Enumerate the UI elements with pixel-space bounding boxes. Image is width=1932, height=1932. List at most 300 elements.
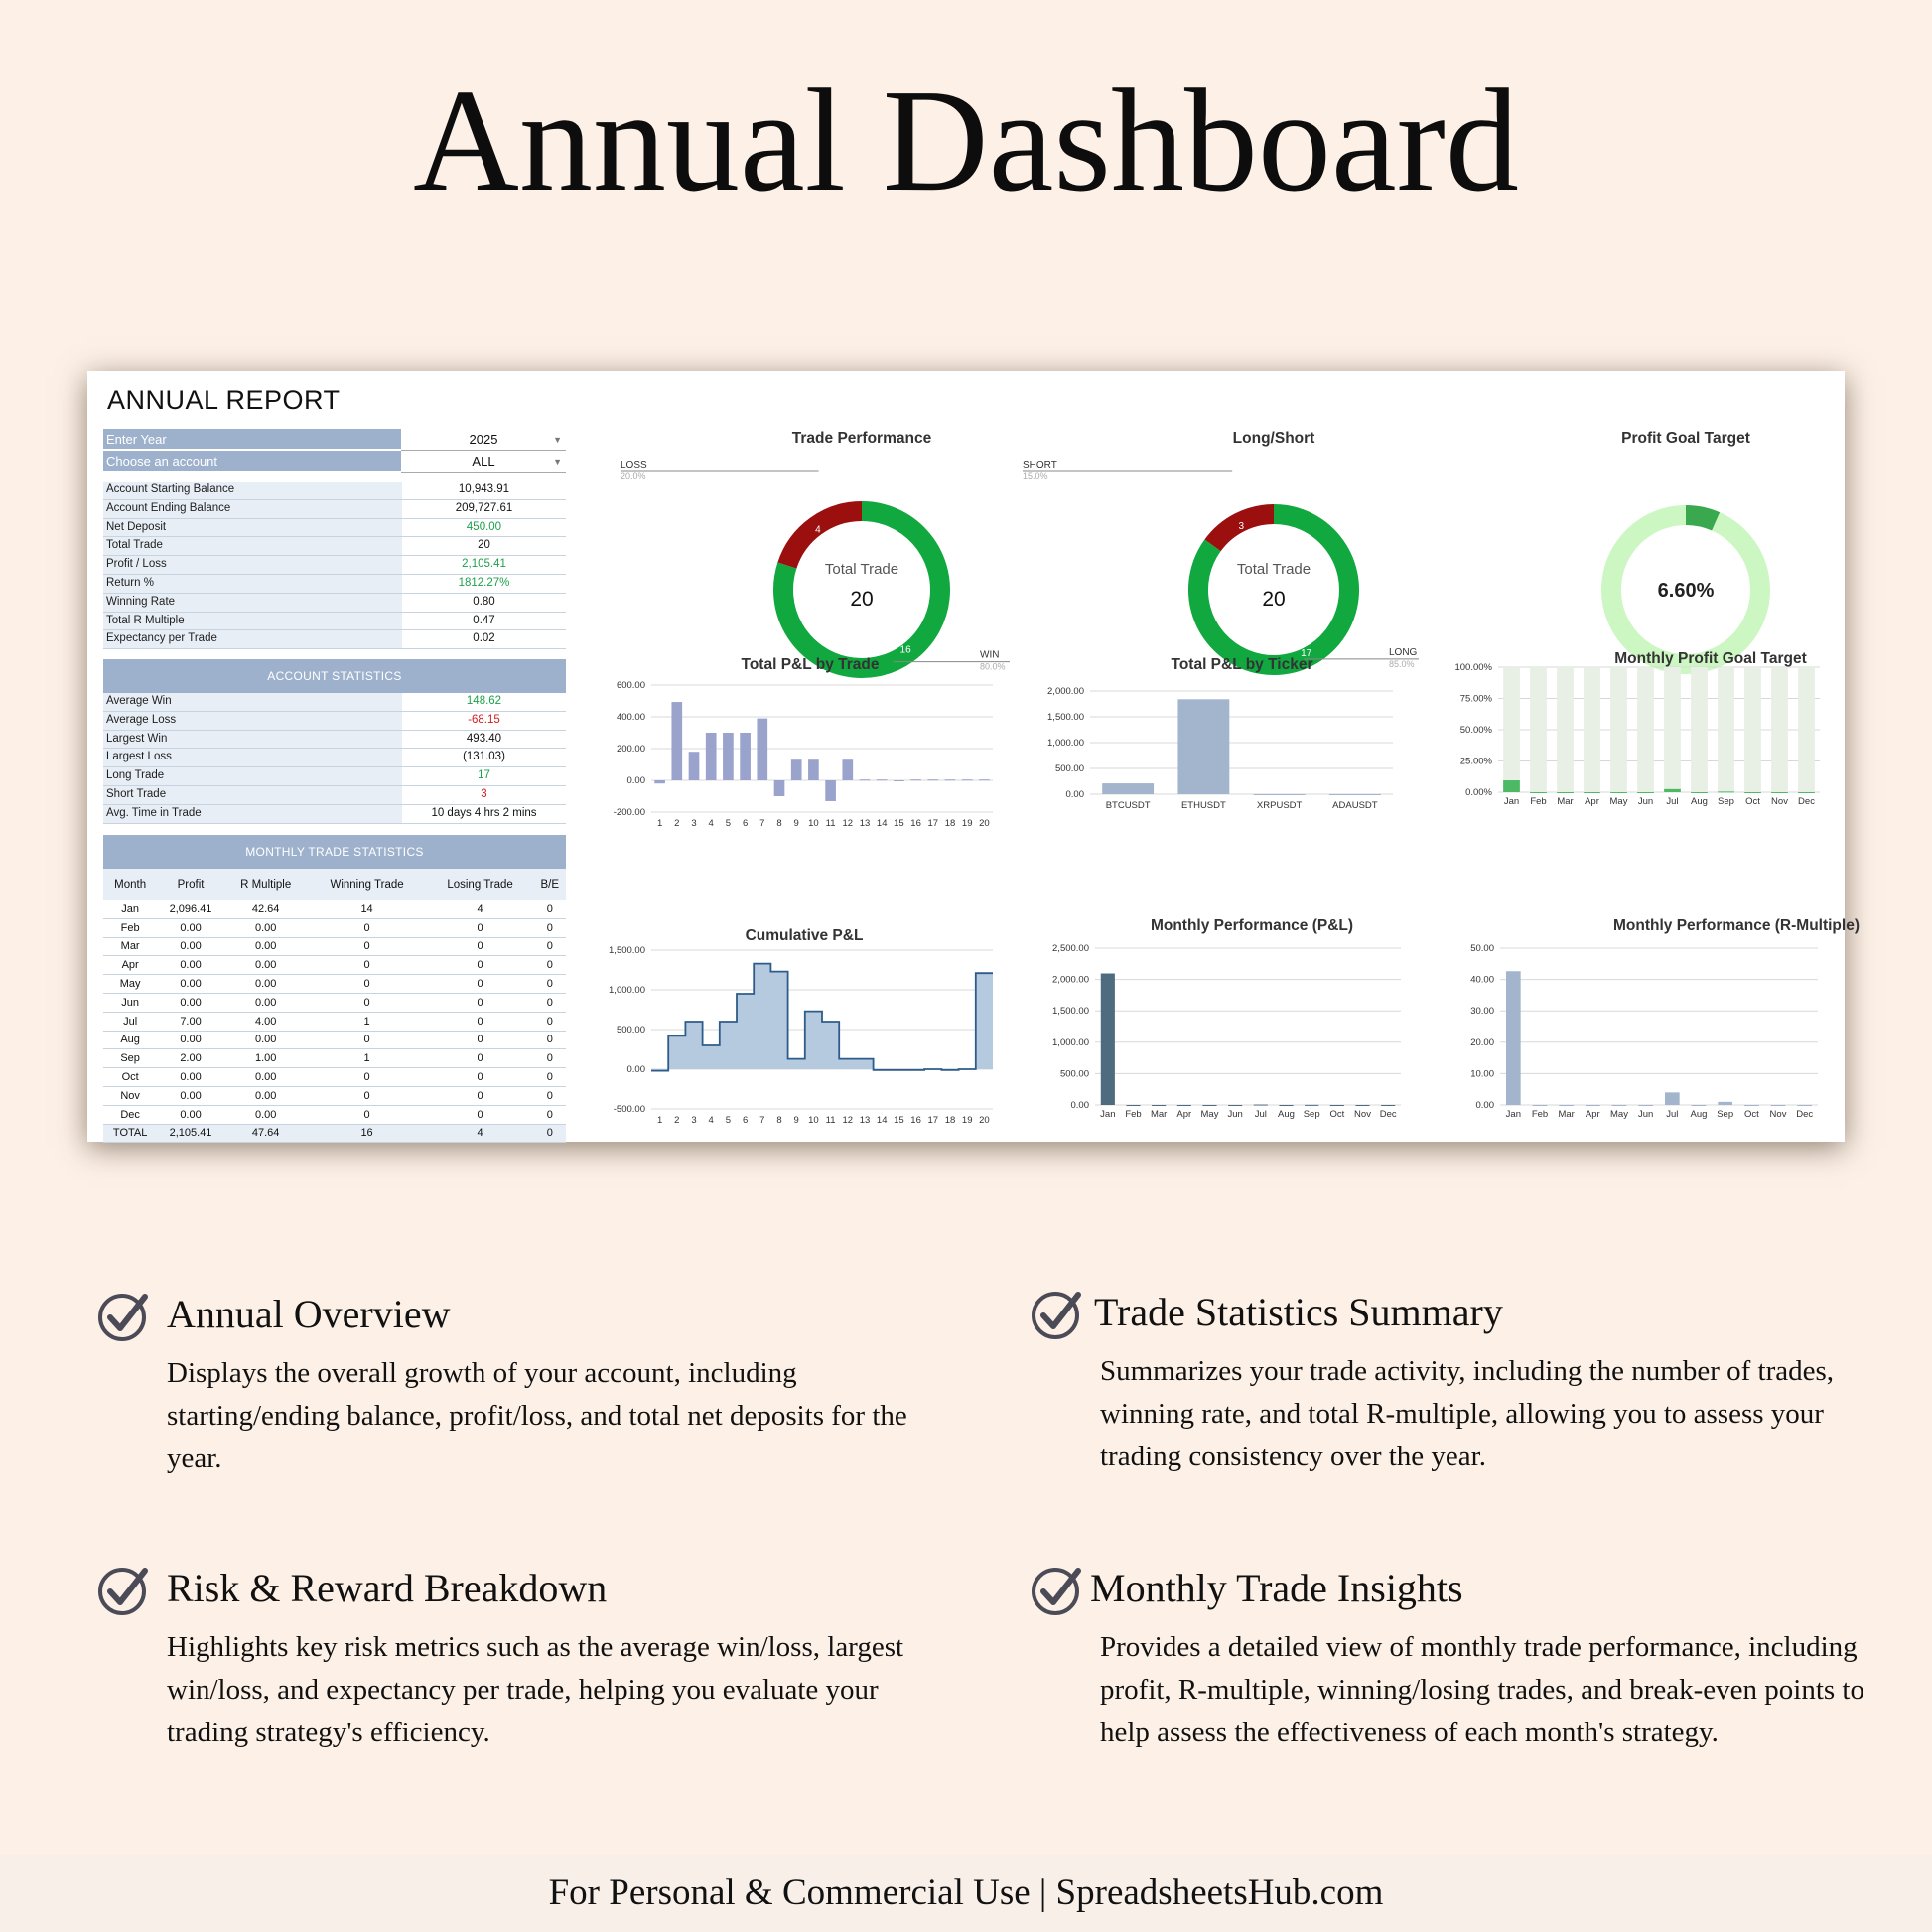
- bar: [808, 759, 819, 780]
- stat-label: Winning Rate: [103, 594, 402, 612]
- x-tick-label: BTCUSDT: [1105, 800, 1151, 811]
- x-tick-label: 7: [759, 1115, 765, 1126]
- chart-title: Monthly Performance (R-Multiple): [1612, 917, 1861, 934]
- y-tick-label: 20.00: [1470, 1036, 1494, 1048]
- x-tick-label: 2: [674, 1115, 680, 1126]
- table-cell: 0: [427, 918, 534, 937]
- table-cell: 0.00: [224, 993, 308, 1012]
- table-cell: 14: [308, 900, 427, 918]
- x-tick-label: ETHUSDT: [1180, 800, 1226, 811]
- table-cell: 42.64: [224, 900, 308, 918]
- bar: [1744, 792, 1761, 793]
- table-cell: 0: [427, 1105, 534, 1124]
- table-cell: 0.00: [157, 1068, 224, 1087]
- bar: [1797, 1105, 1812, 1106]
- table-cell: 0.00: [157, 956, 224, 975]
- x-tick-label: 15: [894, 818, 904, 829]
- y-tick-label: 2,500.00: [1052, 943, 1089, 954]
- bar: [842, 759, 853, 780]
- bar: [1101, 974, 1115, 1105]
- stat-value: 10,943.91: [458, 483, 510, 495]
- stat-value: 450.00: [466, 520, 502, 533]
- center-value: 20: [1262, 588, 1286, 611]
- bar: [757, 719, 767, 780]
- chart-title: Monthly Performance (P&L): [1150, 917, 1354, 934]
- table-cell: 4.00: [224, 1012, 308, 1031]
- stat-label: Profit / Loss: [103, 556, 402, 574]
- x-tick-label: May: [1610, 1109, 1628, 1120]
- x-tick-label: 4: [708, 1115, 714, 1126]
- table-row: [103, 1105, 566, 1124]
- table-cell: 0: [308, 1068, 427, 1087]
- x-tick-label: 18: [944, 818, 956, 829]
- x-tick-label: 13: [859, 1115, 871, 1126]
- x-tick-label: Aug: [1690, 1109, 1708, 1120]
- bar: [825, 780, 836, 801]
- slice-value-label: 16: [899, 644, 911, 656]
- table-cell: 0: [534, 1086, 566, 1105]
- x-tick-label: 1: [656, 1115, 663, 1126]
- year-dropdown[interactable]: [401, 429, 566, 451]
- column-header: Month: [103, 869, 157, 900]
- table-cell: Dec: [103, 1105, 157, 1124]
- table-cell: 0: [534, 937, 566, 956]
- checkmark-icon: [1031, 1565, 1082, 1616]
- stat-label: Expectancy per Trade: [103, 630, 402, 648]
- monthly-performance-pnl-chart: [1026, 904, 1423, 1133]
- bar: [1506, 971, 1521, 1105]
- year-selector[interactable]: [103, 429, 566, 451]
- goal-background-bar: [1637, 667, 1654, 792]
- checkmark-icon: [1031, 1289, 1082, 1340]
- bar: [894, 780, 904, 781]
- feature-title: Trade Statistics Summary: [1094, 1290, 1503, 1334]
- monthly-statistics-panel: [103, 835, 566, 1143]
- table-cell: 47.64: [224, 1124, 308, 1143]
- stat-label: Largest Loss: [103, 749, 402, 766]
- y-tick-label: 25.00%: [1459, 756, 1492, 767]
- stat-row: [103, 575, 566, 594]
- dropdown-arrow-icon[interactable]: ▼: [553, 435, 562, 445]
- x-tick-label: 19: [961, 818, 973, 829]
- table-cell: 0: [534, 1012, 566, 1031]
- bar: [1692, 1105, 1707, 1106]
- table-cell: Jan: [103, 900, 157, 918]
- x-tick-label: 9: [793, 818, 799, 829]
- x-tick-label: Apr: [1585, 1109, 1600, 1120]
- table-cell: 0: [427, 1031, 534, 1049]
- center-label: Total Trade: [824, 561, 899, 578]
- y-tick-label: 1,000.00: [609, 985, 645, 996]
- bar: [1305, 1105, 1318, 1106]
- y-tick-label: 600.00: [616, 680, 645, 691]
- column-header: B/E: [534, 869, 566, 900]
- chart-title: Long/Short: [1232, 430, 1315, 447]
- slice-name-label: LOSS: [621, 460, 647, 471]
- cumulative-pnl-chart: [604, 912, 1001, 1131]
- bar: [1771, 1105, 1786, 1106]
- slice-value-label: 3: [1238, 520, 1245, 532]
- stat-label: Return %: [103, 575, 402, 593]
- table-cell: 0: [534, 956, 566, 975]
- bar: [1718, 1102, 1732, 1105]
- table-cell: Apr: [103, 956, 157, 975]
- table-cell: 0.00: [157, 918, 224, 937]
- x-tick-label: Dec: [1796, 1109, 1814, 1120]
- profit-goal-target-chart: [1472, 421, 1790, 620]
- account-statistics-heading: ACCOUNT STATISTICS: [103, 659, 566, 693]
- bar: [689, 752, 700, 780]
- stat-label: Long Trade: [103, 767, 402, 785]
- bar: [1279, 1105, 1293, 1106]
- bar: [1381, 1105, 1395, 1106]
- y-tick-label: 1,500.00: [1047, 712, 1084, 723]
- x-tick-label: Mar: [1558, 1109, 1575, 1120]
- y-tick-label: 500.00: [1059, 1068, 1089, 1080]
- bar: [740, 733, 751, 780]
- y-tick-label: 500.00: [616, 1025, 645, 1035]
- y-tick-label: 0.00: [1065, 789, 1084, 800]
- table-cell: 0: [427, 1068, 534, 1087]
- stat-row: [103, 712, 566, 731]
- stat-value: 10 days 4 hrs 2 mins: [431, 806, 537, 819]
- table-cell: Mar: [103, 937, 157, 956]
- table-row: [103, 900, 566, 918]
- column-header: Winning Trade: [308, 869, 427, 900]
- stat-row: [103, 556, 566, 575]
- feature-title: Annual Overview: [167, 1292, 451, 1336]
- stat-value: 0.80: [473, 595, 495, 608]
- stat-row: [103, 482, 566, 500]
- stat-label: Total Trade: [103, 537, 402, 555]
- table-row: [103, 1049, 566, 1068]
- stat-label: Average Loss: [103, 712, 402, 730]
- table-cell: 16: [308, 1124, 427, 1143]
- y-tick-label: 100.00%: [1454, 662, 1492, 673]
- x-tick-label: 8: [776, 1115, 782, 1126]
- stat-value: 17: [478, 769, 490, 782]
- table-cell: 0: [534, 993, 566, 1012]
- stat-row: [103, 500, 566, 519]
- table-row: [103, 975, 566, 994]
- x-tick-label: Dec: [1379, 1109, 1397, 1120]
- x-tick-label: XRPUSDT: [1256, 800, 1303, 811]
- feature-title: Monthly Trade Insights: [1090, 1566, 1463, 1610]
- x-tick-label: 9: [793, 1115, 799, 1126]
- x-tick-label: 3: [691, 818, 697, 829]
- donut-slice: [1686, 515, 1716, 521]
- account-dropdown[interactable]: [401, 451, 566, 473]
- bar: [1330, 1105, 1344, 1106]
- y-tick-label: 0.00: [626, 1064, 645, 1075]
- stat-label: Total R Multiple: [103, 613, 402, 630]
- y-tick-label: -500.00: [613, 1104, 645, 1115]
- x-tick-label: Jan: [1503, 796, 1520, 807]
- x-tick-label: Nov: [1771, 796, 1788, 807]
- table-row: [103, 1086, 566, 1105]
- stat-row: [103, 594, 566, 613]
- feature-description: Provides a detailed view of monthly trade performance, including profit, R-multiple, winning/losing trades, and break-even points to help assess the effectiveness of each month's strategy.: [1100, 1631, 1864, 1748]
- y-tick-label: 2,000.00: [1047, 686, 1084, 697]
- stat-row: [103, 693, 566, 712]
- x-tick-label: Jul: [1254, 1109, 1267, 1120]
- table-cell: TOTAL: [103, 1124, 157, 1143]
- table-cell: 0: [427, 937, 534, 956]
- goal-background-bar: [1664, 667, 1681, 792]
- bar: [1744, 1105, 1759, 1106]
- bar: [1798, 792, 1815, 793]
- x-tick-label: Sep: [1718, 796, 1734, 807]
- pnl-by-trade-chart: [604, 649, 1001, 868]
- chart-title: Profit Goal Target: [1621, 430, 1750, 447]
- monthly-statistics-table: [103, 869, 566, 1143]
- y-tick-label: 0.00: [1475, 1100, 1494, 1111]
- y-tick-label: 0.00%: [1465, 787, 1492, 798]
- y-tick-label: 0.00: [1070, 1100, 1089, 1111]
- x-tick-label: Feb: [1531, 1109, 1549, 1120]
- bar: [1102, 783, 1154, 794]
- page-title: Annual Dashboard: [413, 60, 1519, 222]
- y-tick-label: 1,500.00: [609, 945, 645, 956]
- x-tick-label: Mar: [1557, 796, 1574, 807]
- table-cell: 2.00: [157, 1049, 224, 1068]
- stat-value: 2,105.41: [462, 558, 506, 571]
- y-tick-label: 200.00: [616, 744, 645, 755]
- table-row: [103, 1031, 566, 1049]
- slice-percent-label: 80.0%: [980, 661, 1006, 672]
- stat-label: Net Deposit: [103, 519, 402, 537]
- bar: [1691, 792, 1708, 793]
- bar: [791, 759, 802, 780]
- report-title: ANNUAL REPORT: [107, 385, 341, 415]
- center-value: 6.60%: [1657, 580, 1715, 602]
- center-value: 20: [850, 588, 874, 611]
- monthly-profit-goal-chart: [1443, 643, 1830, 862]
- x-tick-label: Sep: [1717, 1109, 1734, 1120]
- center-label: Total Trade: [1236, 561, 1311, 578]
- footer: For Personal & Commercial Use | SpreadsheetsHub.com: [0, 1855, 1932, 1932]
- bar: [1533, 1105, 1548, 1106]
- stat-value: 209,727.61: [455, 501, 513, 514]
- x-tick-label: Jul: [1666, 796, 1679, 807]
- table-cell: 0: [534, 1068, 566, 1087]
- x-tick-label: 15: [894, 1115, 904, 1126]
- x-tick-label: Jun: [1637, 796, 1654, 807]
- y-tick-label: -200.00: [613, 807, 645, 818]
- account-selector[interactable]: [103, 451, 566, 473]
- year-label: Enter Year: [103, 429, 401, 451]
- table-cell: May: [103, 975, 157, 994]
- table-row: [103, 918, 566, 937]
- y-tick-label: 50.00: [1470, 943, 1494, 954]
- stat-value: 0.47: [473, 614, 495, 626]
- table-cell: Oct: [103, 1068, 157, 1087]
- x-tick-label: 17: [927, 1115, 939, 1126]
- slice-percent-label: 20.0%: [621, 471, 646, 481]
- stat-value: 148.62: [466, 695, 502, 707]
- x-tick-label: 5: [725, 818, 732, 829]
- x-tick-label: 10: [808, 1115, 819, 1126]
- table-row: [103, 993, 566, 1012]
- stat-label: Largest Win: [103, 731, 402, 749]
- x-tick-label: 2: [674, 818, 680, 829]
- x-tick-label: Dec: [1798, 796, 1815, 807]
- bar: [1665, 1092, 1680, 1105]
- bar: [945, 779, 956, 780]
- stat-value: 1812.27%: [458, 576, 510, 589]
- table-cell: 0: [308, 975, 427, 994]
- bar: [1612, 1105, 1627, 1106]
- y-tick-label: 500.00: [1054, 763, 1084, 774]
- table-cell: 0: [308, 918, 427, 937]
- table-cell: 0: [308, 937, 427, 956]
- table-cell: 0.00: [224, 918, 308, 937]
- x-tick-label: Apr: [1585, 796, 1599, 807]
- pnl-by-ticker-chart: [1026, 649, 1413, 868]
- table-row: [103, 956, 566, 975]
- table-cell: 0: [427, 1086, 534, 1105]
- table-cell: 0: [308, 993, 427, 1012]
- chart-title: Cumulative P&L: [745, 927, 864, 944]
- table-total-row: [103, 1124, 566, 1143]
- stat-value: 493.40: [466, 732, 502, 745]
- goal-background-bar: [1771, 667, 1788, 792]
- y-tick-label: 30.00: [1470, 1006, 1494, 1018]
- table-cell: 0.00: [224, 1031, 308, 1049]
- y-tick-label: 0.00: [626, 775, 645, 786]
- account-statistics-panel: [103, 659, 566, 824]
- x-tick-label: 14: [876, 1115, 888, 1126]
- x-tick-label: 18: [944, 1115, 956, 1126]
- table-cell: 1: [308, 1012, 427, 1031]
- slice-percent-label: 85.0%: [1389, 658, 1415, 669]
- x-tick-label: Jan: [1100, 1109, 1116, 1120]
- y-tick-label: 75.00%: [1459, 693, 1492, 705]
- bar: [1177, 1105, 1191, 1106]
- checkmark-icon: [97, 1565, 149, 1616]
- table-cell: 0.00: [157, 975, 224, 994]
- x-tick-label: Apr: [1176, 1109, 1192, 1120]
- table-cell: 7.00: [157, 1012, 224, 1031]
- slice-name-label: SHORT: [1023, 460, 1057, 471]
- bar: [1586, 1105, 1600, 1106]
- x-tick-label: Jun: [1638, 1109, 1654, 1120]
- table-cell: 2,096.41: [157, 900, 224, 918]
- feature-description: Highlights key risk metrics such as the average win/loss, largest win/loss, and expectancy per trade, helping you evaluate your trading strategy's efficiency.: [167, 1631, 904, 1748]
- stat-value: -68.15: [468, 713, 500, 726]
- bar: [910, 779, 921, 780]
- x-tick-label: Mar: [1150, 1109, 1168, 1120]
- table-cell: 4: [427, 900, 534, 918]
- table-cell: 0: [308, 956, 427, 975]
- account-value: ALL: [472, 454, 495, 469]
- table-row: [103, 1068, 566, 1087]
- x-tick-label: May: [1200, 1109, 1219, 1120]
- account-label: Choose an account: [103, 451, 401, 473]
- y-tick-label: 10.00: [1470, 1068, 1494, 1080]
- stat-row: [103, 613, 566, 631]
- table-cell: 2,105.41: [157, 1124, 224, 1143]
- table-cell: 0: [534, 918, 566, 937]
- x-tick-label: Sep: [1303, 1109, 1320, 1120]
- table-cell: 0: [534, 975, 566, 994]
- slice-value-label: 4: [815, 524, 821, 536]
- x-tick-label: May: [1609, 796, 1628, 807]
- stat-value: (131.03): [463, 751, 505, 763]
- bar: [723, 733, 734, 780]
- stat-row: [103, 537, 566, 556]
- bar: [1228, 1105, 1242, 1106]
- bar: [1584, 792, 1600, 793]
- x-tick-label: 4: [708, 818, 714, 829]
- table-cell: 0: [534, 900, 566, 918]
- x-tick-label: 14: [876, 818, 888, 829]
- table-cell: 0: [308, 1031, 427, 1049]
- bar: [877, 779, 888, 780]
- checkmark-icon: [97, 1291, 149, 1342]
- table-cell: Feb: [103, 918, 157, 937]
- table-cell: 0: [308, 1105, 427, 1124]
- x-tick-label: 16: [910, 818, 921, 829]
- x-tick-label: Oct: [1329, 1109, 1345, 1120]
- goal-background-bar: [1744, 667, 1761, 792]
- table-cell: Aug: [103, 1031, 157, 1049]
- table-cell: 0.00: [224, 1068, 308, 1087]
- stat-row: [103, 519, 566, 538]
- x-tick-label: Jul: [1666, 1109, 1679, 1120]
- table-cell: Jun: [103, 993, 157, 1012]
- table-row: [103, 937, 566, 956]
- dropdown-arrow-icon[interactable]: ▼: [553, 457, 562, 467]
- goal-background-bar: [1503, 667, 1520, 792]
- x-tick-label: 5: [725, 1115, 732, 1126]
- feature-title: Risk & Reward Breakdown: [167, 1566, 608, 1610]
- bar: [1559, 1105, 1574, 1106]
- bar: [774, 780, 785, 796]
- stat-row: [103, 731, 566, 750]
- x-tick-label: 11: [825, 1115, 836, 1126]
- x-tick-label: Oct: [1745, 796, 1760, 807]
- bar: [1254, 1105, 1268, 1106]
- x-tick-label: Jan: [1505, 1109, 1521, 1120]
- x-tick-label: 13: [859, 818, 871, 829]
- table-cell: 0: [534, 1105, 566, 1124]
- year-value: 2025: [469, 432, 498, 447]
- table-row: [103, 1012, 566, 1031]
- bar: [671, 702, 682, 780]
- bar: [1638, 1105, 1653, 1106]
- bar: [1664, 789, 1681, 792]
- bar: [1637, 792, 1654, 793]
- bar: [1718, 791, 1734, 792]
- goal-background-bar: [1610, 667, 1627, 792]
- donut-slice: [787, 511, 862, 566]
- slice-value-label: 17: [1301, 648, 1312, 660]
- stat-label: Average Win: [103, 693, 402, 711]
- table-cell: Jul: [103, 1012, 157, 1031]
- x-tick-label: ADAUSDT: [1332, 800, 1378, 811]
- monthly-statistics-heading: MONTHLY TRADE STATISTICS: [103, 835, 566, 869]
- chart-title: Total P&L by Trade: [741, 656, 880, 673]
- x-tick-label: 11: [825, 818, 836, 829]
- bar: [1202, 1105, 1216, 1106]
- table-cell: 0.00: [157, 993, 224, 1012]
- chart-title: Total P&L by Ticker: [1171, 656, 1313, 673]
- bar: [1503, 780, 1520, 792]
- bar: [654, 780, 665, 783]
- table-cell: 0.00: [224, 1105, 308, 1124]
- bar: [1355, 1105, 1369, 1106]
